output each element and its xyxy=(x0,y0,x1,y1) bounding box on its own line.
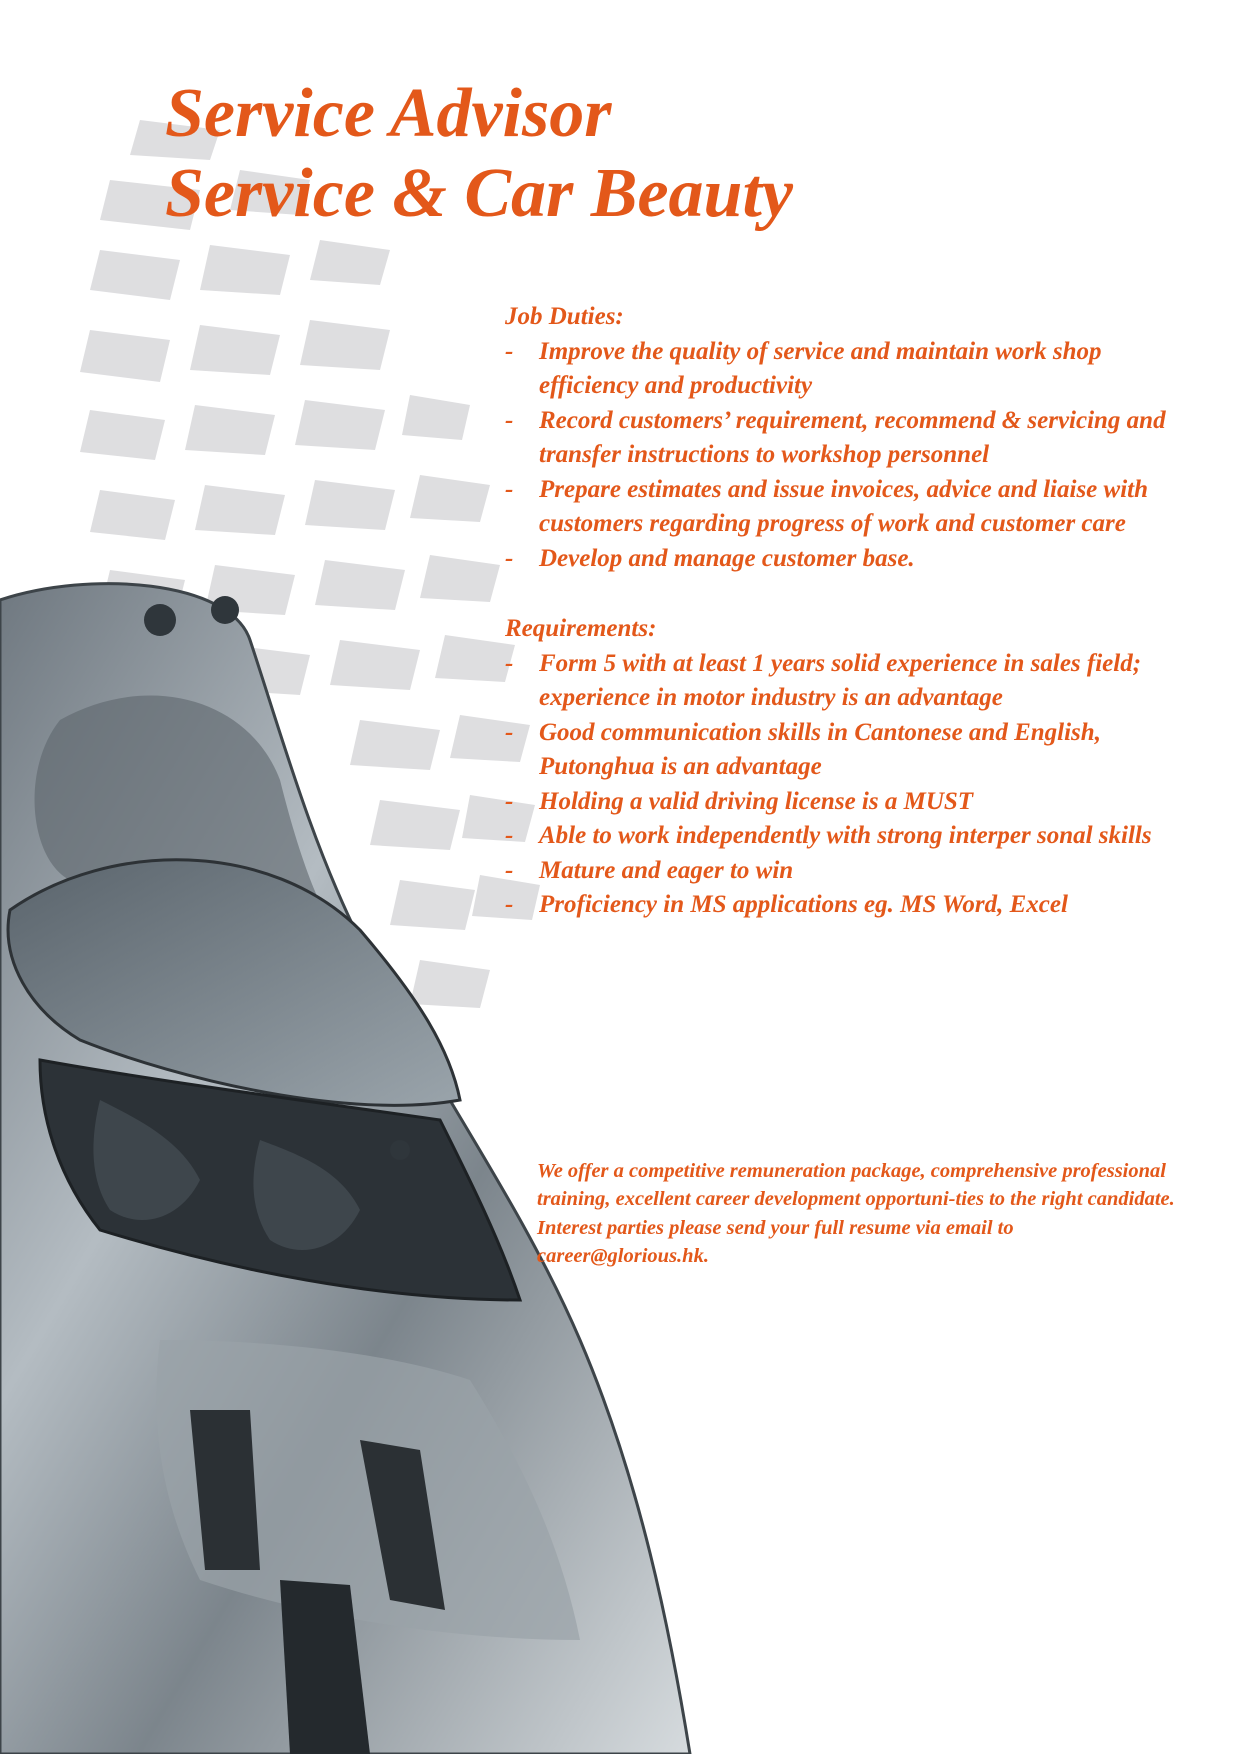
offer-paragraph: We offer a competitive remuneration package, comprehensive professional training, excellent career development opportuni-ties to the right candidate. Interest parties please send your full resume via email to career@glorious.hk. xyxy=(537,1159,1175,1267)
requirements-heading: Requirements: xyxy=(505,615,657,642)
job-duties-heading: Job Duties: xyxy=(505,303,624,330)
job-description xyxy=(505,300,1205,923)
job-duties-list xyxy=(505,335,1205,577)
bullet-dash: - xyxy=(505,856,514,884)
title-line-department: Service & Car Beauty xyxy=(165,155,793,232)
list-item: - Mature and eager to win xyxy=(505,854,1205,889)
list-item: - Able to work independently with strong interper sonal skills xyxy=(505,819,1205,854)
bullet-dash: - xyxy=(505,822,514,849)
requirements-list xyxy=(505,647,1205,923)
list-item: - Record customers’ requirement, recommend & servicing and transfer instructions to workshop personnel xyxy=(505,404,1205,473)
list-item: - Improve the quality of service and maintain work shop efficiency and productivity xyxy=(505,335,1205,404)
bullet-dash: - xyxy=(505,649,514,677)
list-item: - Prepare estimates and issue invoices, advice and liaise with customers regarding progress of work and customer care xyxy=(505,473,1205,542)
list-item: - Good communication skills in Cantonese and English, Putonghua is an advantage xyxy=(505,716,1205,785)
title-line-job-role: Service Advisor xyxy=(165,75,612,152)
list-item: - Form 5 with at least 1 years solid experience in sales field; experience in motor industry is an advantage xyxy=(505,647,1205,716)
bullet-dash: - xyxy=(505,891,514,918)
bullet-dash: - xyxy=(505,337,514,365)
list-item: - Develop and manage customer base. xyxy=(505,542,1205,577)
bullet-dash: - xyxy=(505,475,514,503)
bullet-dash: - xyxy=(505,787,514,815)
list-item: - Holding a valid driving license is a MUST xyxy=(505,785,1205,820)
bullet-dash: - xyxy=(505,718,514,746)
section-spacer xyxy=(505,576,1205,612)
page-title xyxy=(165,74,1065,234)
bullet-dash: - xyxy=(505,406,514,434)
list-item: - Proficiency in MS applications eg. MS Word, Excel xyxy=(505,888,1205,923)
bullet-dash: - xyxy=(505,544,514,572)
